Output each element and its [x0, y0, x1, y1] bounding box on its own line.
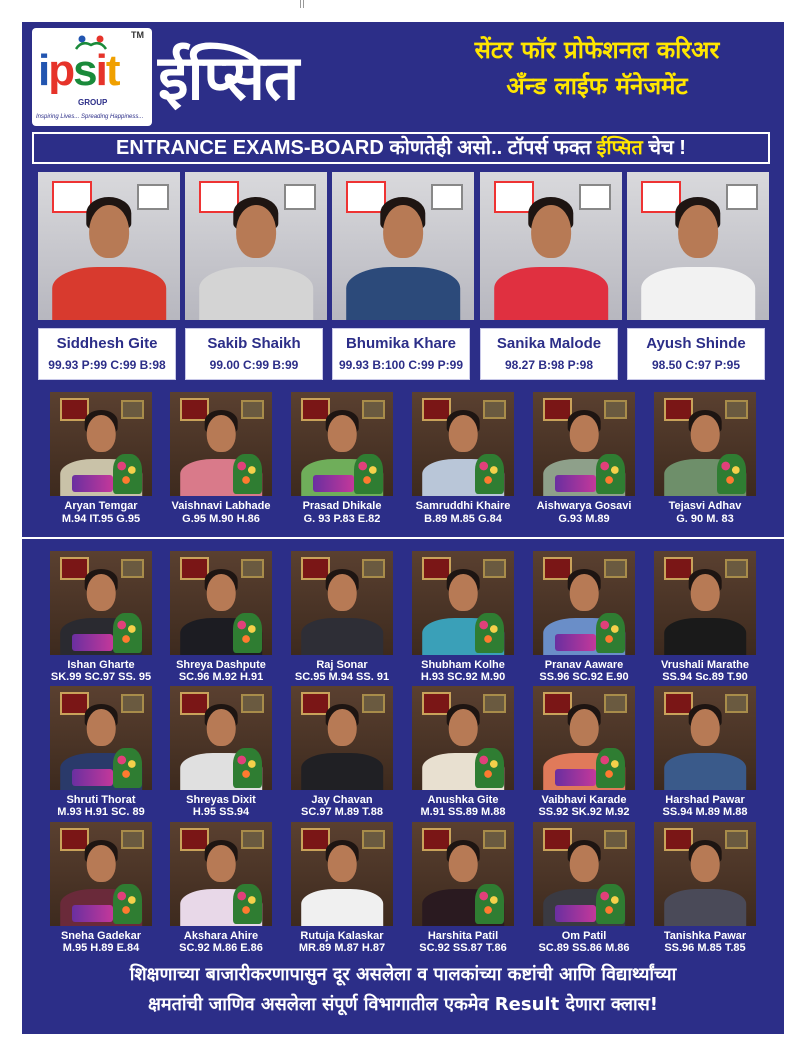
shirt [301, 753, 383, 790]
student-photo [170, 686, 272, 790]
student-photo [291, 392, 393, 496]
logo-tagline: Inspiring Lives... Spreading Happiness... [36, 114, 144, 120]
student-name: Shreyas Dixit [186, 794, 256, 806]
topper-score: 99.93 P:99 C:99 B:98 [48, 358, 166, 372]
logo-letter: t [105, 46, 119, 95]
student-photo [185, 172, 327, 320]
shirt [664, 753, 746, 790]
student-name: Tejasvi Adhav [668, 500, 742, 512]
gift-box-icon [72, 475, 113, 492]
face [570, 415, 599, 452]
student-name: Vaishnavi Labhade [171, 500, 271, 512]
top-strip [0, 0, 804, 8]
background-frame [362, 830, 384, 849]
face [691, 845, 720, 882]
student-name: Raj Sonar [316, 659, 368, 671]
student-name: Samruddhi Khaire [415, 500, 511, 512]
student-score: SS.94 M.89 M.88 [662, 806, 748, 818]
student-score: SC.89 SS.86 M.86 [538, 942, 630, 954]
gift-box-icon [72, 905, 113, 922]
strip-tick [300, 0, 301, 8]
student-score: B.89 M.85 G.84 [424, 513, 502, 525]
student-name: Rutuja Kalaskar [300, 930, 384, 942]
face [87, 415, 116, 452]
background-frame [121, 830, 143, 849]
shirt [664, 889, 746, 926]
topper-score: 99.00 C:99 B:99 [209, 358, 299, 372]
gift-box-icon [72, 634, 113, 651]
topper-score: 99.93 B:100 C:99 P:99 [338, 358, 464, 372]
student-photo [412, 686, 514, 790]
shirt [494, 267, 608, 320]
face [207, 415, 236, 452]
face [207, 845, 236, 882]
gift-box-icon [555, 475, 596, 492]
bouquet-icon [233, 454, 262, 494]
student-photo [50, 551, 152, 655]
student-photo [654, 686, 756, 790]
student-name: Harshita Patil [427, 930, 499, 942]
background-frame [431, 184, 462, 211]
bouquet-icon [475, 613, 504, 653]
background-frame [725, 694, 747, 713]
student-score: M.93 H.91 SC. 89 [57, 806, 145, 818]
student-name: Anushka Gite [427, 794, 499, 806]
student-name: Prasad Dhikale [302, 500, 382, 512]
background-frame [725, 830, 747, 849]
topper-name: Bhumika Khare [345, 335, 457, 352]
topper-name: Sanika Malode [496, 335, 602, 352]
bouquet-icon [596, 748, 625, 788]
bouquet-icon [596, 613, 625, 653]
student-photo [533, 822, 635, 926]
gift-box-icon [555, 769, 596, 786]
background-frame [483, 694, 505, 713]
shirt [301, 889, 383, 926]
student-photo [412, 551, 514, 655]
topper-card [332, 328, 470, 380]
bouquet-icon [113, 613, 142, 653]
face [87, 574, 116, 611]
student-photo [654, 822, 756, 926]
face [570, 574, 599, 611]
student-photo [170, 392, 272, 496]
topper-card [627, 328, 765, 380]
student-name: Shruti Thorat [66, 794, 136, 806]
background-frame [362, 559, 384, 578]
student-score: SC.92 M.86 E.86 [179, 942, 263, 954]
student-photo [412, 822, 514, 926]
banner-suffix: चेच ! [648, 137, 686, 159]
shirt [52, 267, 166, 320]
face [89, 205, 129, 258]
bouquet-icon [717, 454, 746, 494]
student-photo [332, 172, 474, 320]
brand-title: ईप्सित [158, 41, 299, 114]
student-score: SC.96 M.92 H.91 [178, 671, 264, 683]
face [570, 709, 599, 746]
strip-tick [303, 0, 304, 8]
background-frame [483, 559, 505, 578]
footer-line2: क्षमतांची जाणिव असलेला संपूर्ण विभागातील एकमेव Result देणारा क्लास! [147, 994, 659, 1015]
face [691, 574, 720, 611]
banner-highlight: ईप्सित [596, 137, 643, 159]
bouquet-icon [596, 454, 625, 494]
student-name: Om Patil [561, 930, 607, 942]
bouquet-icon [113, 748, 142, 788]
student-score: G.95 M.90 H.86 [182, 513, 260, 525]
student-score: SS.96 M.85 T.85 [664, 942, 746, 954]
student-score: SS.94 Sc.89 T.90 [662, 671, 748, 683]
student-photo [480, 172, 622, 320]
student-photo [170, 822, 272, 926]
student-photo [291, 686, 393, 790]
student-score: SS.96 SC.92 E.90 [539, 671, 629, 683]
student-score: SS.92 SK.92 M.92 [538, 806, 630, 818]
logo-letter: i [38, 46, 49, 95]
student-photo [170, 551, 272, 655]
poster [22, 22, 784, 1034]
background-frame [241, 694, 263, 713]
shirt [346, 267, 460, 320]
background-frame [241, 559, 263, 578]
banner-prefix: ENTRANCE EXAMS-BOARD कोणतेही असो.. टॉपर्स फक्त [116, 137, 592, 159]
student-name: Sneha Gadekar [60, 930, 142, 942]
student-score: SC.95 M.94 SS. 91 [294, 671, 390, 683]
background-frame [604, 400, 626, 419]
face [691, 709, 720, 746]
face [691, 415, 720, 452]
bouquet-icon [113, 884, 142, 924]
bouquet-icon [475, 884, 504, 924]
section-divider [22, 537, 784, 539]
student-score: SC.92 SS.87 T.86 [419, 942, 507, 954]
face [87, 709, 116, 746]
brand-tagline [417, 32, 777, 104]
topper-score: 98.27 B:98 P:98 [504, 358, 594, 372]
background-frame [604, 559, 626, 578]
topper-card [185, 328, 323, 380]
student-name: Vaibhavi Karade [541, 794, 627, 806]
student-score: H.95 SS.94 [192, 806, 250, 818]
student-name: Shreya Dashpute [176, 659, 266, 671]
student-score: M.91 SS.89 M.88 [420, 806, 506, 818]
student-score: SC.97 M.89 T.88 [301, 806, 383, 818]
bouquet-icon [113, 454, 142, 494]
face [383, 205, 423, 258]
face [328, 574, 357, 611]
shirt [664, 618, 746, 655]
face [207, 574, 236, 611]
student-name: Pranav Aaware [544, 659, 624, 671]
logo-group: GROUP [78, 98, 108, 107]
background-frame [483, 400, 505, 419]
background-frame [604, 694, 626, 713]
logo-letter: s [73, 46, 96, 95]
student-score: SK.99 SC.97 SS. 95 [50, 671, 152, 683]
background-frame [121, 400, 143, 419]
background-frame [121, 694, 143, 713]
student-score: G. 90 M. 83 [676, 513, 734, 525]
face [570, 845, 599, 882]
face [328, 415, 357, 452]
topper-name: Sakib Shaikh [207, 335, 301, 352]
background-frame [362, 694, 384, 713]
student-photo [533, 392, 635, 496]
student-photo [654, 551, 756, 655]
student-score: M.95 H.89 E.84 [62, 942, 140, 954]
gift-box-icon [555, 634, 596, 651]
topper-name: Ayush Shinde [646, 335, 746, 352]
background-frame [579, 184, 610, 211]
background-frame [725, 559, 747, 578]
student-score: G. 93 P.83 E.82 [303, 513, 381, 525]
student-photo [291, 822, 393, 926]
student-score: MR.89 M.87 H.87 [298, 942, 386, 954]
bouquet-icon [475, 748, 504, 788]
topper-name: Siddhesh Gite [56, 335, 158, 352]
face [207, 709, 236, 746]
face [449, 709, 478, 746]
student-photo [412, 392, 514, 496]
student-photo [50, 686, 152, 790]
student-name: Shubham Kolhe [421, 659, 505, 671]
topper-score: 98.50 C:97 P:95 [651, 358, 741, 372]
student-photo [533, 686, 635, 790]
headline-banner [32, 132, 770, 164]
bouquet-icon [233, 613, 262, 653]
student-score: G.93 M.89 [558, 513, 610, 525]
student-name: Jay Chavan [311, 794, 373, 806]
background-frame [121, 559, 143, 578]
student-name: Tanishka Pawar [663, 930, 747, 942]
student-photo [50, 392, 152, 496]
logo-trademark: TM [131, 30, 144, 40]
gift-box-icon [555, 905, 596, 922]
background-frame [725, 400, 747, 419]
face [328, 845, 357, 882]
background-frame [241, 400, 263, 419]
background-frame [241, 830, 263, 849]
face [449, 845, 478, 882]
tagline-line1: सेंटर फॉर प्रोफेशनल करिअर [474, 36, 720, 64]
background-frame [604, 830, 626, 849]
footer-line1: शिक्षणाच्या बाजारीकरणापासुन दूर असलेला व पालकांच्या कष्टांची आणि विद्यार्थ्यांच्या [129, 964, 677, 985]
logo-letter: p [48, 46, 74, 95]
logo-letter: i [95, 46, 106, 95]
student-name: Akshara Ahire [183, 930, 259, 942]
face [87, 845, 116, 882]
bouquet-icon [596, 884, 625, 924]
gift-box-icon [313, 475, 354, 492]
bouquet-icon [354, 454, 383, 494]
shirt [641, 267, 755, 320]
face [236, 205, 276, 258]
shirt [301, 618, 383, 655]
student-name: Aishwarya Gosavi [536, 500, 632, 512]
logo-wordmark [38, 46, 119, 96]
background-frame [137, 184, 168, 211]
background-frame [284, 184, 315, 211]
student-photo [50, 822, 152, 926]
tagline-line2: अँन्ड लाईफ मॅनेजमेंट [506, 72, 688, 100]
student-photo [533, 551, 635, 655]
face [678, 205, 718, 258]
bouquet-icon [475, 454, 504, 494]
student-photo [38, 172, 180, 320]
student-photo [291, 551, 393, 655]
student-name: Ishan Gharte [67, 659, 135, 671]
bouquet-icon [233, 884, 262, 924]
bouquet-icon [233, 748, 262, 788]
student-photo [627, 172, 769, 320]
background-frame [726, 184, 757, 211]
background-frame [483, 830, 505, 849]
student-name: Vrushali Marathe [660, 659, 750, 671]
gift-box-icon [72, 769, 113, 786]
face [328, 709, 357, 746]
background-frame [362, 400, 384, 419]
face [449, 415, 478, 452]
student-name: Harshad Pawar [665, 794, 745, 806]
student-score: H.93 SC.92 M.90 [420, 671, 506, 683]
ipsit-logo [32, 28, 152, 126]
student-photo [654, 392, 756, 496]
face [531, 205, 571, 258]
student-name: Aryan Temgar [64, 500, 138, 512]
topper-card [480, 328, 618, 380]
shirt [199, 267, 313, 320]
face [449, 574, 478, 611]
student-score: M.94 IT.95 G.95 [61, 513, 141, 525]
footer-slogan [22, 960, 784, 1020]
topper-card [38, 328, 176, 380]
